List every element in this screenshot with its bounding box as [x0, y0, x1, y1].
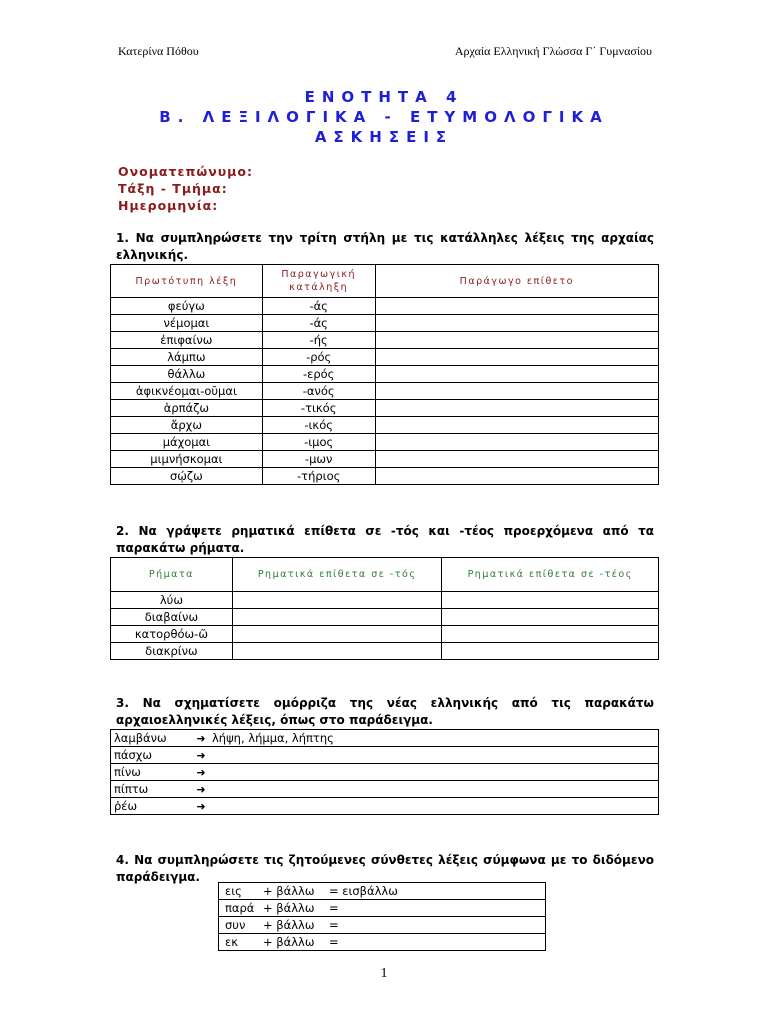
q1-suffix: -τήριος	[262, 468, 375, 485]
q4-row-cell[interactable]	[219, 917, 546, 934]
table-row	[111, 349, 659, 366]
arrow-right-icon: ➜	[196, 800, 206, 813]
q4-prefix: εκ	[225, 935, 238, 949]
q3-row-cell[interactable]	[111, 764, 659, 781]
q2-header-verbs: Ρήματα	[111, 558, 233, 592]
title-unit: ΕΝΟΤΗΤΑ 4	[304, 88, 464, 106]
header-author: Κατερίνα Πόθου	[118, 44, 199, 58]
q2-verb: λύω	[111, 592, 233, 609]
table-row	[111, 609, 659, 626]
q2-answer-teos-cell[interactable]	[442, 609, 659, 626]
q1-answer-cell[interactable]	[375, 417, 658, 434]
q3-word: πίνω	[114, 765, 141, 779]
q4-result: =	[329, 918, 339, 932]
q4-row-cell[interactable]	[219, 900, 546, 917]
arrow-right-icon: ➜	[196, 766, 206, 779]
date-field-label: Ημερομηνία:	[118, 198, 219, 213]
q1-original-word: ἀφικνέομαι-οῦμαι	[111, 383, 263, 400]
question-3	[116, 695, 654, 729]
q1-suffix: -ικός	[262, 417, 375, 434]
q2-answer-teos-cell[interactable]	[442, 626, 659, 643]
table-row	[219, 917, 546, 934]
q4-verb: + βάλλω	[263, 918, 315, 932]
q1-original-word: φεύγω	[111, 298, 263, 315]
question-3-number: 3.	[116, 696, 129, 710]
arrow-right-icon: ➜	[196, 783, 206, 796]
q4-row-cell[interactable]	[219, 934, 546, 951]
q1-answer-cell[interactable]	[375, 332, 658, 349]
q1-suffix: -άς	[262, 315, 375, 332]
q4-result: = εισβάλλω	[329, 884, 398, 898]
header-course: Αρχαία Ελληνική Γλώσσα Γ΄ Γυμνασίου	[454, 44, 652, 58]
q3-row-cell[interactable]	[111, 747, 659, 764]
table-q3	[110, 729, 659, 815]
q2-answer-teos-cell[interactable]	[442, 643, 659, 660]
table-row	[111, 332, 659, 349]
question-2	[116, 523, 654, 557]
q1-answer-cell[interactable]	[375, 366, 658, 383]
question-3-text: Να σχηματίσετε ομόρριζα της νέας ελληνικής από τις παρακάτω αρχαιοελληνικές λέξεις, όπως στο παράδειγμα.	[116, 696, 654, 727]
q2-answer-tos-cell[interactable]	[232, 592, 442, 609]
q4-prefix: παρά	[225, 901, 255, 915]
question-2-text: Να γράψετε ρηματικά επίθετα σε -τός και -τέος προερχόμενα από τα παρακάτω ρήματα.	[116, 524, 654, 555]
title-exercises: ΑΣΚΗΣΕΙΣ	[314, 128, 454, 146]
table-row	[219, 934, 546, 951]
q1-original-word: ἁρπάζω	[111, 400, 263, 417]
question-1-text: Να συμπληρώσετε την τρίτη στήλη με τις κατάλληλες λέξεις της αρχαίας ελληνικής.	[116, 231, 654, 262]
question-2-number: 2.	[116, 524, 129, 538]
q4-verb: + βάλλω	[263, 884, 315, 898]
table-row	[111, 626, 659, 643]
table-q1	[110, 264, 659, 485]
q1-original-word: θάλλω	[111, 366, 263, 383]
page-number: 1	[380, 966, 388, 981]
q3-word: λαμβάνω	[114, 731, 167, 745]
q1-original-word: ἐπιφαίνω	[111, 332, 263, 349]
q1-answer-cell[interactable]	[375, 298, 658, 315]
question-4	[116, 852, 654, 886]
q1-answer-cell[interactable]	[375, 434, 658, 451]
table-row	[111, 383, 659, 400]
q1-answer-cell[interactable]	[375, 468, 658, 485]
q2-header-tos: Ρηματικά επίθετα σε -τός	[232, 558, 442, 592]
q2-answer-tos-cell[interactable]	[232, 609, 442, 626]
q1-header-suffix: Παραγωγική κατάληξη	[262, 265, 375, 298]
q3-word: ῥέω	[114, 799, 138, 813]
table-row	[111, 781, 659, 798]
table-row	[111, 417, 659, 434]
q3-row-cell[interactable]	[111, 798, 659, 815]
q4-verb: + βάλλω	[263, 935, 315, 949]
q1-header-derived: Παράγωγο επίθετο	[375, 265, 658, 298]
title-section: Β. ΛΕΞΙΛΟΓΙΚΑ - ΕΤΥΜΟΛΟΓΙΚΑ	[159, 108, 609, 126]
class-field-label: Τάξη - Τμήμα:	[118, 181, 228, 196]
table-row	[111, 366, 659, 383]
q1-original-word: μιμνήσκομαι	[111, 451, 263, 468]
q2-verb: διακρίνω	[111, 643, 233, 660]
question-4-number: 4.	[116, 853, 129, 867]
table-q2	[110, 557, 659, 660]
table-row	[111, 643, 659, 660]
table-row	[111, 592, 659, 609]
q1-answer-cell[interactable]	[375, 349, 658, 366]
q4-result: =	[329, 935, 339, 949]
q1-suffix: -ής	[262, 332, 375, 349]
table-row	[111, 798, 659, 815]
table-row	[111, 451, 659, 468]
q2-verb: κατορθόω-ῶ	[111, 626, 233, 643]
q4-row-cell[interactable]	[219, 883, 546, 900]
q1-original-word: μάχομαι	[111, 434, 263, 451]
q2-answer-tos-cell[interactable]	[232, 626, 442, 643]
q3-row-cell[interactable]	[111, 781, 659, 798]
q3-word: πίπτω	[114, 782, 149, 796]
q1-original-word: λάμπω	[111, 349, 263, 366]
q3-row-cell[interactable]	[111, 730, 659, 747]
q1-suffix: -ιμος	[262, 434, 375, 451]
arrow-right-icon: ➜	[196, 732, 206, 745]
table-row	[111, 400, 659, 417]
q1-answer-cell[interactable]	[375, 383, 658, 400]
table-row	[219, 900, 546, 917]
q1-original-word: ἄρχω	[111, 417, 263, 434]
q1-suffix: -τικός	[262, 400, 375, 417]
q1-answer-cell[interactable]	[375, 315, 658, 332]
table-row	[111, 730, 659, 747]
name-field-label: Ονοματεπώνυμο:	[118, 164, 253, 179]
q4-verb: + βάλλω	[263, 901, 315, 915]
q1-suffix: -ερός	[262, 366, 375, 383]
q3-answer: λήψη, λήμμα, λήπτης	[212, 731, 334, 745]
q1-header-original: Πρωτότυπη λέξη	[111, 265, 263, 298]
q2-answer-tos-cell[interactable]	[232, 643, 442, 660]
q1-answer-cell[interactable]	[375, 451, 658, 468]
q1-suffix: -άς	[262, 298, 375, 315]
q4-prefix: εις	[225, 884, 242, 898]
table-row	[111, 764, 659, 781]
table-row	[111, 298, 659, 315]
q1-suffix: -ρός	[262, 349, 375, 366]
table-row	[111, 747, 659, 764]
question-1	[116, 230, 654, 264]
table-q4	[218, 882, 546, 951]
q1-original-word: σῴζω	[111, 468, 263, 485]
question-1-number: 1.	[116, 231, 129, 245]
table-row	[219, 883, 546, 900]
q1-suffix: -ανός	[262, 383, 375, 400]
q2-verb: διαβαίνω	[111, 609, 233, 626]
q3-word: πάσχω	[114, 748, 153, 762]
table-row	[111, 315, 659, 332]
table-row	[111, 434, 659, 451]
q4-result: =	[329, 901, 339, 915]
arrow-right-icon: ➜	[196, 749, 206, 762]
q2-header-teos: Ρηματικά επίθετα σε -τέος	[442, 558, 659, 592]
q1-answer-cell[interactable]	[375, 400, 658, 417]
q4-prefix: συν	[225, 918, 246, 932]
q1-original-word: νέμομαι	[111, 315, 263, 332]
table-row	[111, 468, 659, 485]
question-4-text: Να συμπληρώσετε τις ζητούμενες σύνθετες λέξεις σύμφωνα με το διδόμενο παράδειγμα.	[116, 853, 654, 884]
q2-answer-teos-cell[interactable]	[442, 592, 659, 609]
q1-suffix: -μων	[262, 451, 375, 468]
